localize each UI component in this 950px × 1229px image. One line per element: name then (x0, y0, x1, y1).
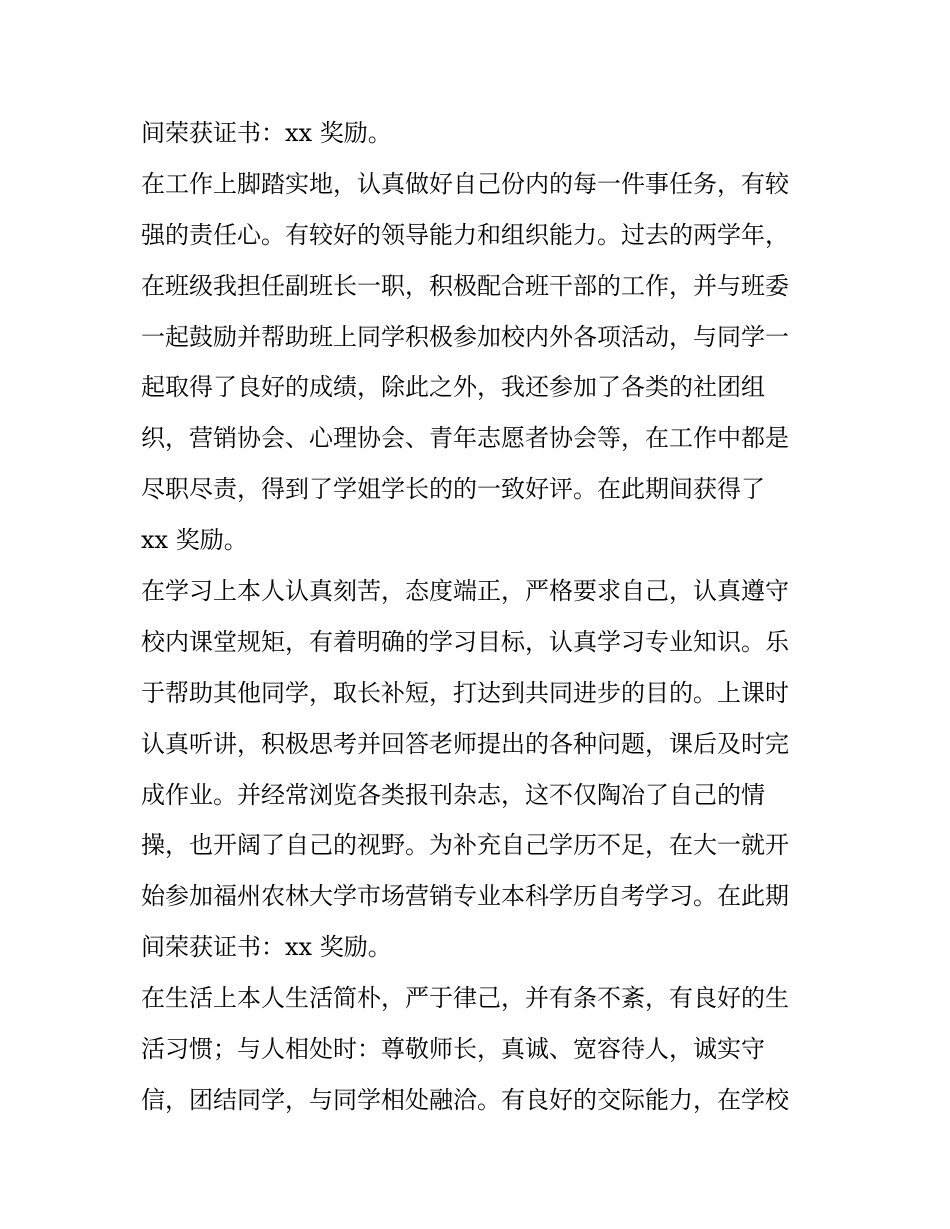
text-line: 在生活上本人生活简朴，严于律己，并有条不紊，有良好的生 (141, 984, 789, 1013)
text-line: 间荣获证书：xx 奖励。 (141, 119, 392, 147)
text-line: 操，也开阔了自己的视野。为补充自己学历不足，在大一就开 (141, 831, 789, 860)
document-body (141, 108, 821, 1126)
text-line: 校内课堂规矩，有着明确的学习目标，认真学习专业知识。乐 (141, 627, 789, 656)
text-line: xx 奖励。 (141, 526, 248, 555)
text-line: 在学习上本人认真刻苦，态度端正，严格要求自己，认真遵守 (141, 577, 789, 606)
text-line: 信，团结同学，与同学相处融洽。有良好的交际能力，在学校 (141, 1085, 789, 1114)
text-line: 在工作上脚踏实地，认真做好自己份内的每一件事任务，有较 (141, 169, 789, 198)
text-line: 成作业。并经常浏览各类报刊杂志，这不仅陶冶了自己的情 (141, 780, 765, 809)
text-line: 织，营销协会、心理协会、青年志愿者协会等，在工作中都是 (141, 424, 789, 453)
text-line: 起取得了良好的成绩，除此之外，我还参加了各类的社团组 (141, 373, 765, 402)
text-line: 尽职尽责，得到了学姐学长的的一致好评。在此期间获得了 (141, 475, 765, 504)
text-line: 强的责任心。有较好的领导能力和组织能力。过去的两学年， (141, 220, 789, 249)
text-line: 认真听讲，积极思考并回答老师提出的各种问题，课后及时完 (141, 729, 789, 758)
text-line: 间荣获证书：xx 奖励。 (141, 933, 392, 962)
text-line: 一起鼓励并帮助班上同学积极参加校内外各项活动，与同学一 (141, 322, 789, 351)
text-line: 始参加福州农林大学市场营销专业本科学历自考学习。在此期 (141, 882, 789, 911)
text-line: 于帮助其他同学，取长补短，打达到共同进步的目的。上课时 (141, 678, 789, 707)
text-line: 在班级我担任副班长一职，积极配合班干部的工作，并与班委 (141, 271, 789, 300)
text-line: 活习惯；与人相处时：尊敬师长，真诚、宽容待人，诚实守 (141, 1035, 765, 1064)
